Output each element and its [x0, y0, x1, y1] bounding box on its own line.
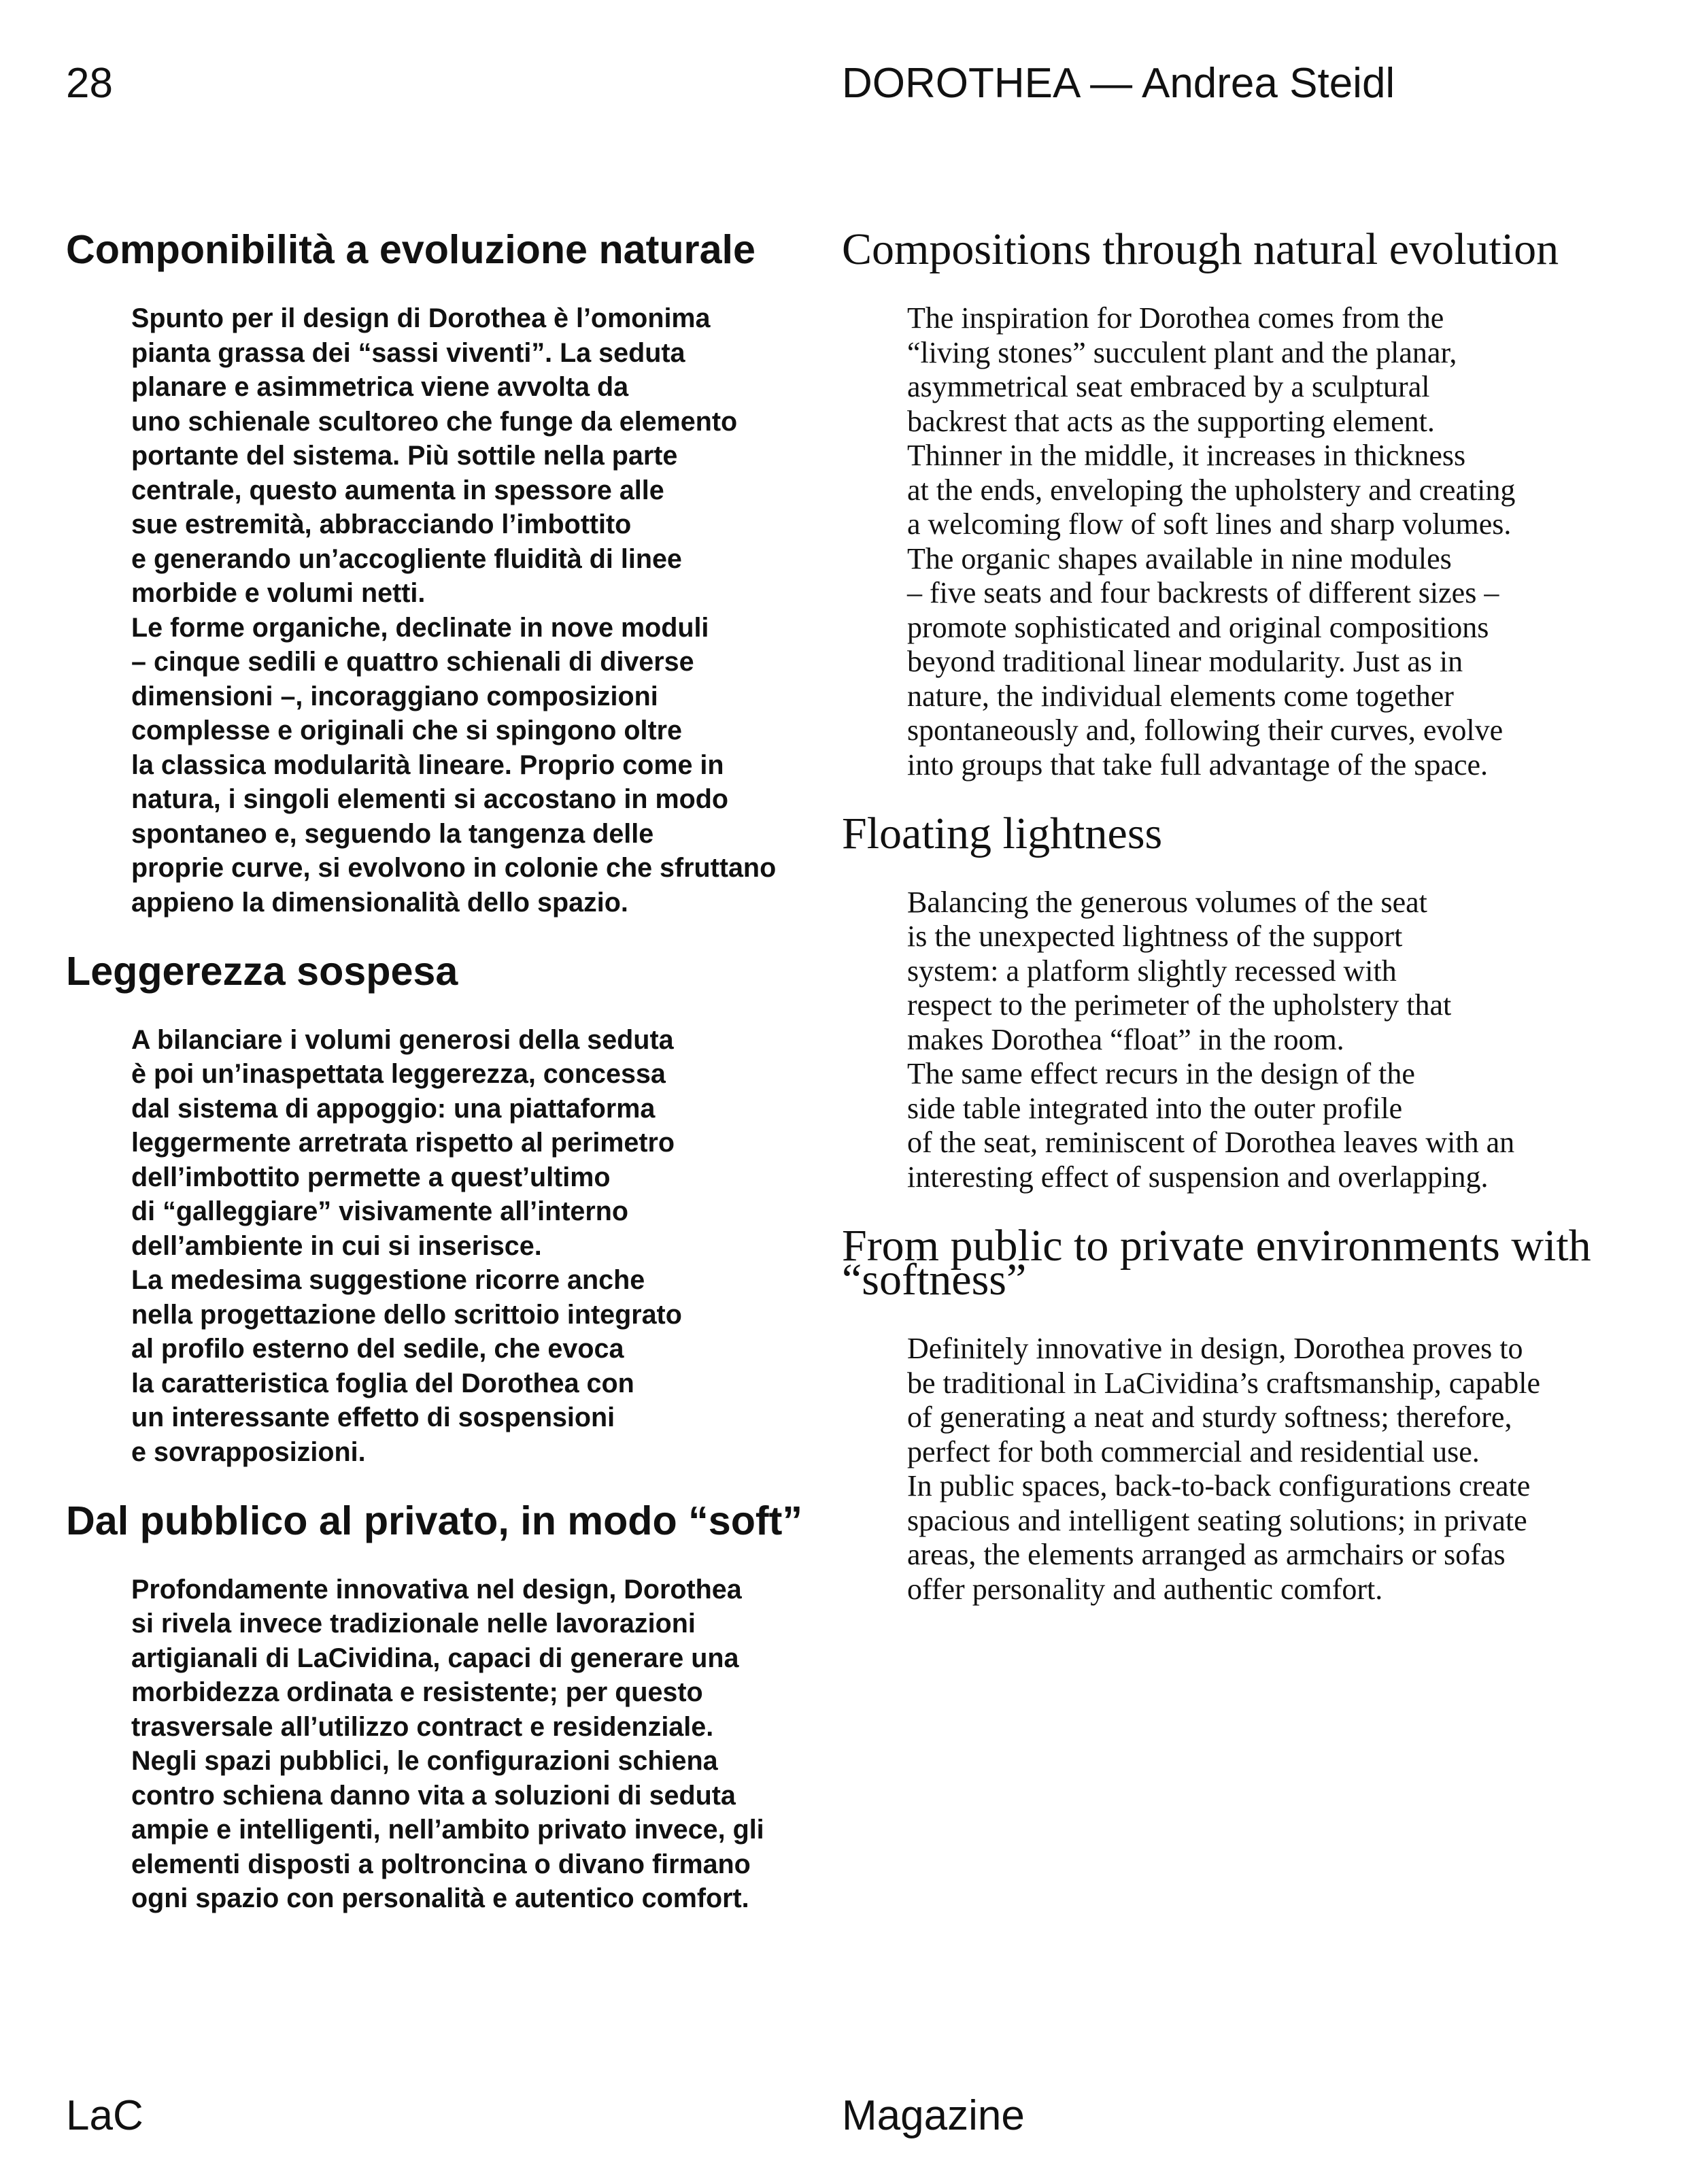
text-line: be traditional in LaCividina’s craftsmanship, capable	[907, 1366, 1541, 1400]
text-line: spacious and intelligent seating solutions; in private	[907, 1503, 1527, 1537]
text-line: Definitely innovative in design, Dorothea proves to	[907, 1332, 1523, 1365]
text-line: si rivela invece tradizionale nelle lavorazioni	[131, 1609, 696, 1639]
text-line: trasversale all’utilizzo contract e residenziale.	[131, 1711, 714, 1742]
italian-column	[66, 226, 828, 1950]
magazine-label: Magazine	[842, 2092, 1025, 2139]
section-floating-lightness	[842, 808, 1658, 1195]
text-line: contro schiena danno vita a soluzioni di seduta	[131, 1780, 736, 1811]
text-line: è poi un’inaspettata leggerezza, concessa	[131, 1059, 666, 1089]
text-line: pianta grassa dei “sassi viventi”. La seduta	[131, 337, 685, 368]
text-line: morbide e volumi netti.	[131, 578, 426, 608]
text-line: Thinner in the middle, it increases in thickness	[907, 439, 1466, 472]
section-title: Leggerezza sospesa	[66, 947, 458, 994]
section-body	[907, 301, 1658, 782]
text-line: leggermente arretrata rispetto al perimetro	[131, 1128, 675, 1158]
text-line: Profondamente innovativa nel design, Dorothea	[131, 1574, 742, 1605]
text-line: a welcoming flow of soft lines and sharp volumes.	[907, 507, 1512, 541]
text-line: elementi disposti a poltroncina o divano firmano	[131, 1849, 751, 1879]
section-body	[907, 886, 1658, 1195]
text-line: is the unexpected lightness of the support	[907, 920, 1403, 953]
text-line: interesting effect of suspension and overlapping.	[907, 1160, 1489, 1194]
text-line: In public spaces, back-to-back configurations create	[907, 1469, 1531, 1502]
text-line: ogni spazio con personalità e autentico comfort.	[131, 1883, 749, 1913]
text-line: e sovrapposizioni.	[131, 1437, 366, 1467]
text-line: portante del sistema. Più sottile nella parte	[131, 441, 678, 471]
text-line: proprie curve, si evolvono in colonie che sfruttano	[131, 853, 777, 883]
text-line: into groups that take full advantage of the space.	[907, 747, 1489, 782]
section-body	[131, 1023, 828, 1470]
text-line: sue estremità, abbracciando l’imbottito	[131, 509, 632, 539]
article-title: DOROTHEA — Andrea Steidl	[842, 60, 1395, 107]
text-line: natura, i singoli elementi si accostano in modo	[131, 784, 728, 814]
text-line: of the seat, reminiscent of Dorothea leaves with an	[907, 1126, 1515, 1159]
text-line: offer personality and authentic comfort.	[907, 1572, 1383, 1606]
text-line: appieno la dimensionalità dello spazio.	[131, 887, 628, 918]
text-line: spontaneo e, seguendo la tangenza delle	[131, 818, 654, 849]
text-line: The organic shapes available in nine modules	[907, 541, 1452, 575]
section-body	[131, 1573, 828, 1916]
text-line: spontaneously and, following their curves, evolve	[907, 713, 1504, 747]
text-line: nature, the individual elements come together	[907, 679, 1454, 713]
text-line: – cinque sedili e quattro schienali di diverse	[131, 647, 694, 677]
text-line: centrale, questo aumenta in spessore alle	[131, 475, 664, 505]
text-line: perfect for both commercial and residential use.	[907, 1434, 1480, 1468]
section-title: Componibilità a evoluzione naturale	[66, 226, 755, 272]
text-line: dell’ambiente in cui si inserisce.	[131, 1230, 542, 1261]
text-line: la caratteristica foglia del Dorothea con	[131, 1368, 634, 1398]
text-line: dimensioni –, incoraggiano composizioni	[131, 681, 658, 711]
section-title: Compositions through natural evolution	[842, 224, 1559, 274]
section-title: Dal pubblico al privato, in modo “soft”	[66, 1497, 802, 1543]
section-leggerezza	[66, 947, 828, 1470]
section-title: Floating lightness	[842, 808, 1163, 858]
text-line: e generando un’accogliente fluidità di linee	[131, 543, 682, 574]
text-line: nella progettazione dello scrittoio integrato	[131, 1299, 682, 1330]
text-line: di “galleggiare” visivamente all’interno	[131, 1196, 628, 1226]
text-line: ampie e intelligenti, nell’ambito privato invece, gli	[131, 1815, 764, 1845]
text-line: A bilanciare i volumi generosi della seduta	[131, 1024, 674, 1055]
page-number: 28	[66, 60, 113, 107]
text-line: artigianali di LaCividina, capaci di generare una	[131, 1643, 739, 1673]
section-public-private	[842, 1220, 1658, 1607]
text-line: dal sistema di appoggio: una piattaforma	[131, 1093, 656, 1124]
text-line: makes Dorothea “float” in the room.	[907, 1022, 1344, 1056]
text-line: of generating a neat and sturdy softness; therefore,	[907, 1400, 1512, 1434]
text-line: La medesima suggestione ricorre anche	[131, 1265, 645, 1295]
text-line: backrest that acts as the supporting element.	[907, 404, 1435, 438]
section-body	[131, 301, 828, 920]
text-line: un interessante effetto di sospensioni	[131, 1402, 615, 1432]
text-line: at the ends, enveloping the upholstery and creating	[907, 473, 1516, 507]
section-body	[907, 1332, 1658, 1607]
text-line: areas, the elements arranged as armchairs or sofas	[907, 1538, 1506, 1571]
text-line: al profilo esterno del sedile, che evoca	[131, 1334, 624, 1364]
text-line: Le forme organiche, declinate in nove moduli	[131, 612, 709, 643]
magazine-logo-lac: LaC	[66, 2092, 143, 2139]
text-line: planare e asimmetrica viene avvolta da	[131, 372, 629, 402]
text-line: Spunto per il design di Dorothea è l’omonima	[131, 303, 711, 333]
text-line: asymmetrical seat embraced by a sculptural	[907, 370, 1430, 403]
english-column	[842, 224, 1658, 1641]
section-componibilita	[66, 226, 828, 920]
text-line: morbidezza ordinata e resistente; per questo	[131, 1677, 703, 1707]
section-pubblico-privato	[66, 1497, 828, 1916]
text-line: beyond traditional linear modularity. Just as in	[907, 645, 1463, 678]
section-compositions	[842, 224, 1658, 782]
text-line: The same effect recurs in the design of the	[907, 1057, 1415, 1090]
text-line: “living stones” succulent plant and the planar,	[907, 335, 1457, 369]
text-line: complesse e originali che si spingono oltre	[131, 716, 682, 745]
section-title: From public to private environments with “softness”	[842, 1220, 1591, 1305]
text-line: la classica modularità lineare. Proprio come in	[131, 750, 724, 780]
text-line: uno schienale scultoreo che funge da elemento	[131, 406, 738, 437]
text-line: system: a platform slightly recessed with	[907, 954, 1397, 988]
text-line: – five seats and four backrests of different sizes –	[907, 576, 1499, 609]
text-line: Balancing the generous volumes of the seat	[907, 885, 1427, 919]
text-line: side table integrated into the outer profile	[907, 1091, 1403, 1125]
text-line: respect to the perimeter of the upholstery that	[907, 988, 1452, 1022]
text-line: Negli spazi pubblici, le configurazioni schiena	[131, 1746, 718, 1776]
text-line: promote sophisticated and original compositions	[907, 610, 1489, 644]
text-line: The inspiration for Dorothea comes from the	[907, 301, 1444, 335]
text-line: dell’imbottito permette a quest’ultimo	[131, 1162, 611, 1192]
